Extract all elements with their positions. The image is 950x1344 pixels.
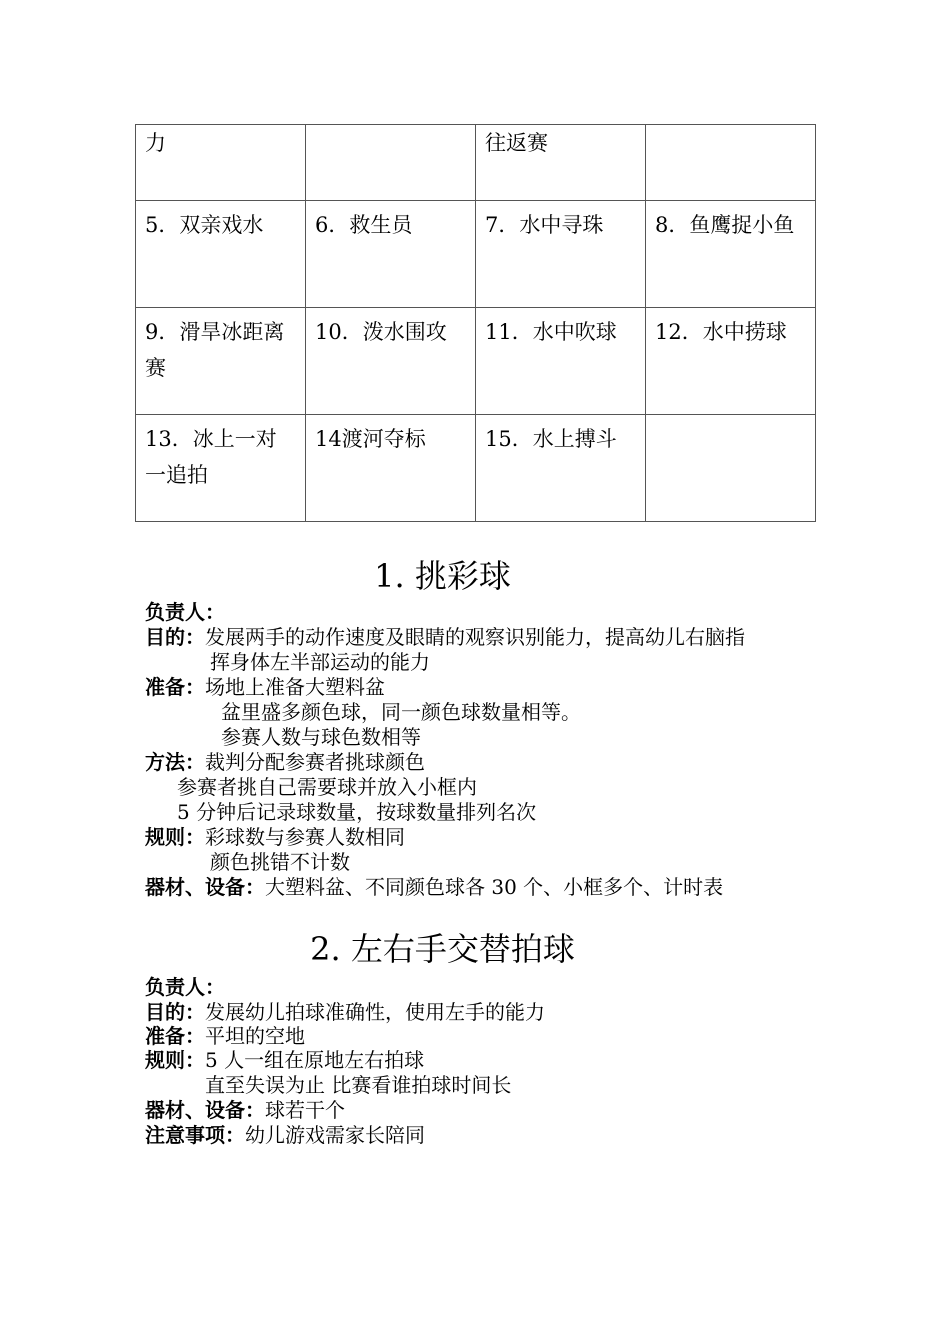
s1-method	[145, 750, 425, 775]
table-cell: 8．鱼鹰捉小鱼	[646, 201, 816, 308]
s1-rules-label: 规则：	[145, 825, 205, 849]
table-row	[136, 201, 816, 308]
s2-purpose-text: 发展幼儿拍球准确性，使用左手的能力	[205, 1000, 545, 1024]
table-row	[136, 125, 816, 201]
s2-equip	[145, 1098, 345, 1123]
s2-rules	[145, 1048, 424, 1073]
s2-purpose-label: 目的：	[145, 1000, 205, 1024]
table-cell	[646, 125, 816, 201]
s1-method-label: 方法：	[145, 750, 205, 774]
s2-notes-label: 注意事项：	[145, 1123, 245, 1147]
s1-equip-text: 大塑料盆、不同颜色球各 30 个、小框多个、计时表	[265, 875, 724, 899]
s1-purpose-label: 目的：	[145, 625, 205, 649]
table-cell	[646, 415, 816, 522]
table-cell: 14渡河夺标	[306, 415, 476, 522]
s2-equip-label: 器材、设备：	[145, 1098, 265, 1122]
s2-rules-2: 直至失误为止 比赛看谁拍球时间长	[205, 1073, 512, 1097]
s2-owner-label: 负责人：	[145, 975, 225, 999]
section-1-title: 1. 挑彩球	[374, 557, 511, 595]
s2-rules-1: 5 人一组在原地左右拍球	[205, 1048, 425, 1072]
s2-prep-text: 平坦的空地	[205, 1024, 305, 1048]
table-cell: 9．滑旱冰距离赛	[136, 308, 306, 415]
s1-rules-2: 颜色挑错不计数	[210, 850, 350, 874]
table-row	[136, 415, 816, 522]
table-cell: 15．水上搏斗	[476, 415, 646, 522]
activity-table	[135, 124, 816, 522]
s1-equip	[145, 875, 723, 900]
s2-purpose	[145, 1000, 545, 1025]
s1-prep-3: 参赛人数与球色数相等	[221, 725, 421, 749]
s1-prep-1: 场地上准备大塑料盆	[205, 675, 385, 699]
s2-owner	[145, 975, 225, 1000]
s1-method-2: 参赛者挑自己需要球并放入小框内	[177, 775, 477, 799]
s1-purpose-text: 发展两手的动作速度及眼睛的观察识别能力，提高幼儿右脑指	[205, 625, 745, 649]
s1-owner	[145, 600, 225, 625]
s1-prep-label: 准备：	[145, 675, 205, 699]
s2-prep	[145, 1024, 305, 1049]
s1-prep	[145, 675, 385, 700]
s1-purpose	[145, 625, 745, 650]
table-cell: 6．救生员	[306, 201, 476, 308]
s2-notes-text: 幼儿游戏需家长陪同	[245, 1123, 425, 1147]
table-cell	[306, 125, 476, 201]
s2-equip-text: 球若干个	[265, 1098, 345, 1122]
table-cell: 11．水中吹球	[476, 308, 646, 415]
table-cell: 12．水中捞球	[646, 308, 816, 415]
table-cell: 5．双亲戏水	[136, 201, 306, 308]
table-cell: 13．冰上一对一追拍	[136, 415, 306, 522]
s1-prep-2: 盆里盛多颜色球，同一颜色球数量相等。	[221, 700, 581, 724]
s2-notes	[145, 1123, 425, 1148]
s1-rules	[145, 825, 405, 850]
s1-owner-label: 负责人：	[145, 600, 225, 624]
s1-purpose-cont: 挥身体左半部运动的能力	[210, 650, 430, 674]
s1-method-1: 裁判分配参赛者挑球颜色	[205, 750, 425, 774]
section-2-title: 2. 左右手交替拍球	[310, 930, 575, 968]
table-cell: 往返赛	[476, 125, 646, 201]
s2-prep-label: 准备：	[145, 1024, 205, 1048]
table-row	[136, 308, 816, 415]
table-cell: 力	[136, 125, 306, 201]
table-cell: 7．水中寻珠	[476, 201, 646, 308]
s1-method-3: 5 分钟后记录球数量，按球数量排列名次	[177, 800, 537, 824]
s1-rules-1: 彩球数与参赛人数相同	[205, 825, 405, 849]
s2-rules-label: 规则：	[145, 1048, 205, 1072]
s1-equip-label: 器材、设备：	[145, 875, 265, 899]
table-cell: 10．泼水围攻	[306, 308, 476, 415]
